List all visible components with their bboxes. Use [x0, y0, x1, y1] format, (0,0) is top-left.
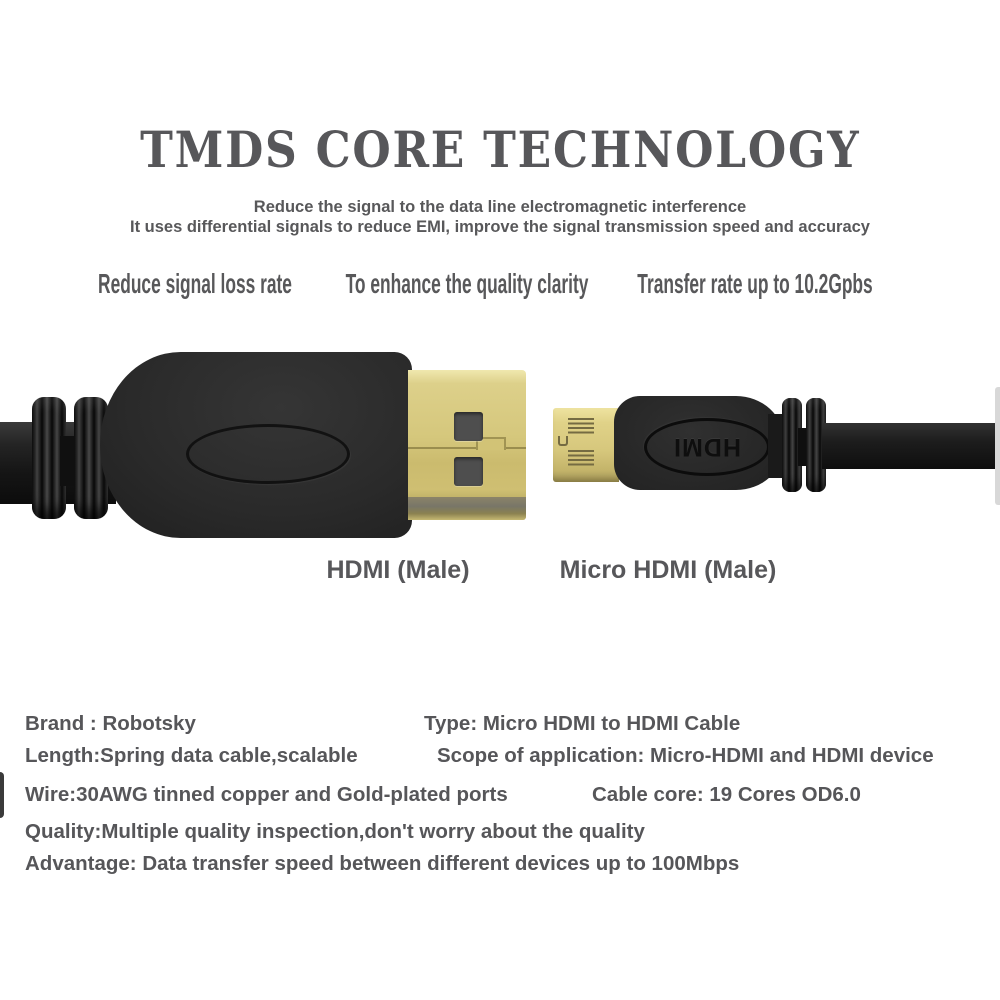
hdmi-contact-hole — [454, 412, 483, 441]
hdmi-gold-step-line — [408, 447, 526, 449]
spec-cable-core: Cable core: 19 Cores OD6.0 — [592, 783, 861, 806]
right-edge-artifact — [995, 387, 1000, 505]
spec-scope: Scope of application: Micro-HDMI and HDMI device — [437, 744, 934, 767]
feature-quality-clarity: To enhance the quality clarity — [345, 268, 589, 299]
spec-length: Length:Spring data cable,scalable — [25, 744, 358, 767]
feature-reduce-signal-loss: Reduce signal loss rate — [98, 268, 292, 299]
micro-hdmi-pins — [568, 418, 594, 434]
hdmi-contact-hole — [454, 457, 483, 486]
spec-advantage: Advantage: Data transfer speed between different devices up to 100Mbps — [25, 852, 740, 875]
micro-hdmi-pins — [568, 450, 594, 466]
label-hdmi-male: HDMI (Male) — [326, 556, 470, 584]
left-edge-artifact — [0, 772, 4, 818]
hdmi-gold-base-band — [408, 497, 526, 520]
subtitle-line-2: It uses differential signals to reduce EMI, improve the signal transmission speed and accuracy — [130, 218, 870, 236]
page-title: TMDS CORE TECHNOLOGY — [139, 120, 861, 179]
spec-wire: Wire:30AWG tinned copper and Gold-plated ports — [25, 783, 508, 806]
spec-quality: Quality:Multiple quality inspection,don't worry about the quality — [25, 820, 645, 843]
micro-hdmi-pin-mark — [558, 436, 568, 446]
hdmi-logo-emboss — [644, 418, 770, 476]
hdmi-logo-text: HDMI — [673, 433, 741, 462]
spec-brand: Brand : Robotsky — [25, 712, 196, 735]
hdmi-plug-emboss-oval — [186, 424, 350, 484]
subtitle-line-1: Reduce the signal to the data line electromagnetic interference — [253, 198, 747, 216]
micro-hdmi-cable — [822, 423, 1000, 469]
spec-type: Type: Micro HDMI to HDMI Cable — [424, 712, 741, 735]
label-micro-hdmi-male: Micro HDMI (Male) — [559, 556, 777, 584]
feature-transfer-rate: Transfer rate up to 10.2Gpbs — [637, 268, 873, 299]
